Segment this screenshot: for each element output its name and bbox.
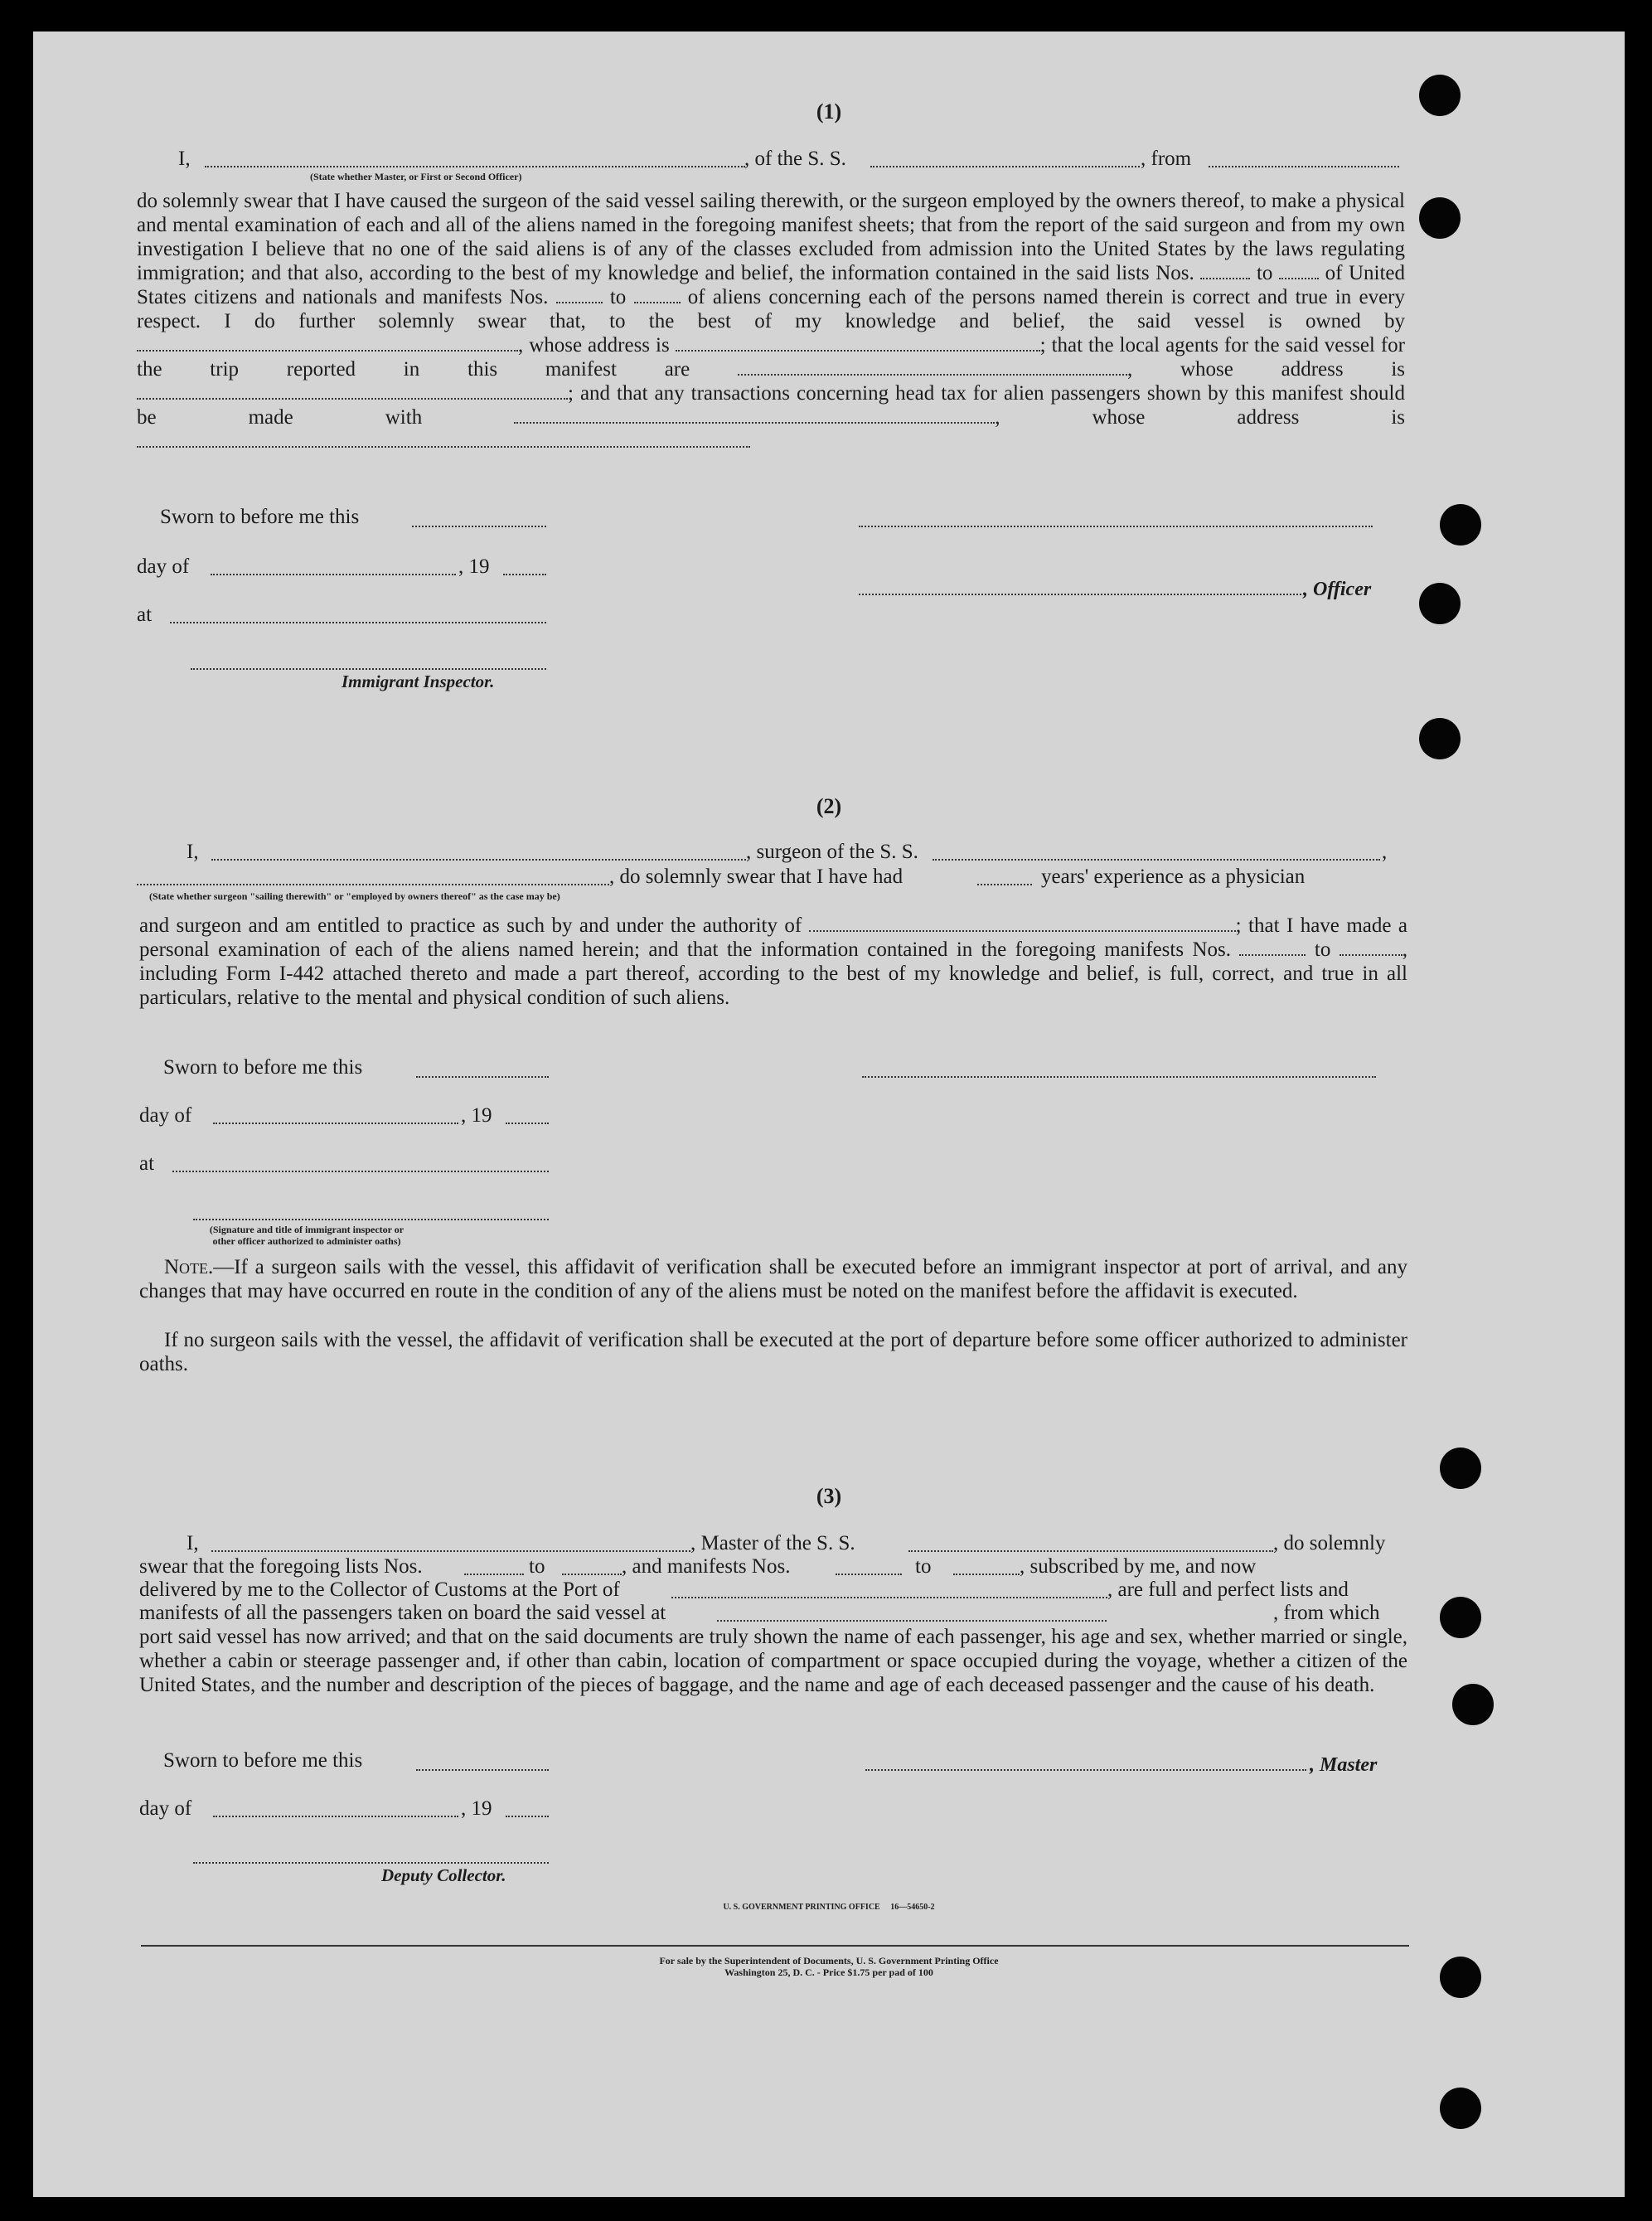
s3-port-field[interactable] — [671, 1595, 1107, 1598]
s3-master-sign-field[interactable] — [865, 1768, 1306, 1771]
form-page — [33, 32, 1625, 2197]
s1-at-field[interactable] — [170, 620, 546, 623]
s3-sworn-label: Sworn to before me this — [163, 1749, 363, 1772]
s2-note2-paragraph: If no surgeon sails with the vessel, the affidavit of verification shall be executed at the port of departure before some officer authorized to administer oaths. — [139, 1329, 1407, 1375]
s2-surgeon-caption: (State whether surgeon "sailing therewith" or "employed by owners thereof" as the case may be) — [149, 890, 560, 902]
s2-surgeon-of-label: , surgeon of the S. S. — [746, 841, 918, 863]
s2-years-label: years' experience as a physician — [1041, 866, 1306, 888]
s2-years-field[interactable] — [977, 882, 1032, 885]
s1-officer-sign-field[interactable] — [859, 592, 1301, 595]
s3-lists-from-field[interactable] — [464, 1572, 524, 1575]
s3-year-field[interactable] — [506, 1814, 549, 1817]
section-2-number: (2) — [816, 794, 842, 818]
s3-vessel-field[interactable] — [908, 1549, 1273, 1552]
s3-manifests-from-field[interactable] — [836, 1572, 902, 1575]
s1-manifests-to-field[interactable] — [634, 287, 681, 303]
binder-hole-icon — [1440, 2088, 1481, 2129]
s3-month-field[interactable] — [213, 1814, 458, 1817]
s2-sailing-field[interactable] — [137, 882, 609, 885]
s2-vessel-field[interactable] — [933, 857, 1380, 861]
s1-body-paragraph: do solemnly swear that I have caused the surgeon of the said vessel sailing therewith, or the surgeon employed by the owners thereof, to make a physical and mental examination of each and all of the aliens named in the foregoing manifest sheets; that from the report of the said surgeon and from my own investigation I believe that no one of the said aliens is of any of the classes excluded from admission into the United States by the laws regulating immigration; and that also, according to the best of my knowledge and belief, the information contained in the said lists Nos. to of United States citizens and nationals and manifests Nos. to of aliens concerning each of the persons named therein is correct and true in every respect. I do further solemnly swear that, to the best of my knowledge and belief, the said vessel is owned by , whose address is ; that the local agents for the said vessel for the trip reported in this manifest are , whose address is ; and that any transactions concerning head tax for alien passengers shown by this manifest should be made with , whose address is — [137, 189, 1405, 453]
gpo-imprint: U. S. GOVERNMENT PRINTING OFFICE 16—54650-2 — [723, 1903, 935, 1912]
sale-notice-line2: Washington 25, D. C. - Price $1.75 per pad of 100 — [724, 1966, 933, 1978]
s2-day-of-label: day of — [139, 1104, 192, 1127]
s2-authority-field[interactable] — [809, 915, 1236, 932]
s1-signature-field[interactable] — [859, 524, 1373, 527]
s1-officer-label: , Officer — [1303, 579, 1372, 600]
s2-manifests-to-field[interactable] — [1340, 939, 1403, 956]
s2-sworn-label: Sworn to before me this — [163, 1056, 363, 1079]
s3-full-perfect-label: , are full and perfect lists and — [1107, 1578, 1349, 1601]
s3-deputy-sign-field[interactable] — [193, 1860, 549, 1864]
s1-vessel-field[interactable] — [870, 164, 1140, 167]
s3-boarded-at-field[interactable] — [717, 1618, 1107, 1622]
s2-comma: , — [1382, 841, 1388, 863]
s1-head-tax-field[interactable] — [514, 407, 995, 424]
binder-hole-icon — [1440, 1448, 1481, 1489]
s2-signature-field[interactable] — [862, 1074, 1376, 1078]
s1-from-field[interactable] — [1209, 164, 1399, 167]
s2-i-label: I, — [187, 841, 199, 863]
s1-owner-field[interactable] — [137, 335, 518, 352]
s1-agents-field[interactable] — [738, 359, 1127, 376]
s1-at-label: at — [137, 604, 153, 626]
s1-lists-from-field[interactable] — [1200, 263, 1250, 279]
binder-hole-icon — [1440, 1597, 1481, 1638]
s1-sworn-date-field[interactable] — [412, 524, 546, 527]
s2-note-paragraph: Note.—If a surgeon sails with the vessel, this affidavit of verification shall be executed before an immigrant inspector at port of arrival, and any changes that may have occurred en route in the condition of any of the aliens must be noted on the manifest before the affidavit is executed. — [139, 1256, 1407, 1302]
s2-at-label: at — [139, 1152, 155, 1175]
binder-hole-icon — [1419, 718, 1461, 759]
s1-i-label: I, — [178, 148, 191, 170]
s1-lists-to-field[interactable] — [1279, 263, 1319, 279]
s3-i-label: I, — [187, 1532, 199, 1554]
s1-month-field[interactable] — [211, 572, 456, 575]
s3-master-label: , Master — [1310, 1754, 1378, 1776]
s3-collector-label: delivered by me to the Collector of Customs at the Port of — [139, 1578, 620, 1601]
s2-surgeon-name-field[interactable] — [211, 857, 746, 861]
s2-body-paragraph: and surgeon and am entitled to practice as such by and under the authority of ; that I have made a personal examination of each of the aliens named herein; and that the information contained in the foregoing manifests Nos. to , including Form I-442 attached thereto and made a part thereof, according to the best of my knowledge and belief, is full, correct, and true in all particulars, relative to the mental and physical condition of such aliens. — [139, 914, 1408, 1009]
s1-officer-name-field[interactable] — [205, 164, 745, 167]
s2-note-label: Note. — [164, 1256, 214, 1278]
s3-sworn-date-field[interactable] — [416, 1768, 549, 1771]
s2-signature-caption: (Signature and title of immigrant inspector or other officer authorized to administer oaths) — [209, 1224, 405, 1247]
s2-inspector-sign-field[interactable] — [193, 1217, 549, 1220]
s3-manifests-to-field[interactable] — [953, 1572, 1020, 1575]
s2-swear-label: , do solemnly swear that I have had — [609, 866, 904, 888]
binder-hole-icon — [1440, 504, 1481, 546]
s3-master-name-field[interactable] — [211, 1549, 690, 1552]
s1-owner-address-field[interactable] — [676, 335, 1040, 352]
s2-year-field[interactable] — [506, 1121, 549, 1124]
s1-officer-caption: (State whether Master, or First or Second Officer) — [310, 171, 522, 182]
s3-lists-to-field[interactable] — [562, 1572, 622, 1575]
s3-master-of-label: , Master of the S. S. — [690, 1532, 855, 1554]
footer-rule — [141, 1945, 1409, 1947]
s1-year-label: , 19 — [458, 555, 490, 578]
s1-from-label: , from — [1141, 148, 1192, 170]
s3-to1-label: to — [529, 1555, 545, 1578]
section-3-number: (3) — [816, 1484, 842, 1508]
s1-of-ss-label: , of the S. S. — [744, 148, 846, 170]
s3-manifests-label: , and manifests Nos. — [622, 1555, 791, 1578]
s1-day-of-label: day of — [137, 555, 190, 578]
sale-notice-line1: For sale by the Superintendent of Documents, U. S. Government Printing Office — [659, 1955, 999, 1966]
s3-body-paragraph: port said vessel has now arrived; and that on the said documents are truly shown the name of each passenger, his age and sex, whether married or single, whether a cabin or steerage passenger and, if other than cabin, location of compartment or space occupied during the voyage, whether a citizen of the United States, and the number and description of the pieces of baggage, and the name and age of each deceased passenger and the cause of his death. — [139, 1626, 1407, 1696]
s1-inspector-label: Immigrant Inspector. — [342, 672, 495, 691]
s1-sworn-label: Sworn to before me this — [160, 506, 360, 528]
binder-hole-icon — [1419, 197, 1461, 239]
s3-to2-label: to — [915, 1555, 932, 1578]
s3-do-solemnly-label: , do solemnly — [1273, 1532, 1386, 1554]
s2-manifests-from-field[interactable] — [1239, 939, 1306, 956]
s3-day-of-label: day of — [139, 1797, 192, 1820]
s3-lists-label: swear that the foregoing lists Nos. — [139, 1555, 423, 1578]
s2-year-label: , 19 — [461, 1104, 492, 1127]
s1-inspector-sign-field[interactable] — [191, 667, 546, 670]
section-1-number: (1) — [816, 99, 842, 124]
s1-manifests-from-field[interactable] — [556, 287, 603, 303]
s1-agents-address-field[interactable] — [137, 383, 568, 400]
s3-taken-label: manifests of all the passengers taken on board the said vessel at — [139, 1602, 666, 1624]
s1-year-field[interactable] — [503, 572, 546, 575]
s3-subscribed-label: , subscribed by me, and now — [1020, 1555, 1257, 1578]
binder-hole-icon — [1452, 1684, 1494, 1725]
s3-year-label: , 19 — [461, 1797, 492, 1820]
s3-from-which-label: , from which — [1273, 1602, 1380, 1624]
s1-head-tax-address-field[interactable] — [137, 431, 750, 448]
binder-hole-icon — [1419, 583, 1461, 624]
s2-month-field[interactable] — [213, 1121, 458, 1124]
s2-sworn-date-field[interactable] — [416, 1074, 549, 1078]
s3-deputy-label: Deputy Collector. — [381, 1865, 506, 1885]
s2-at-field[interactable] — [172, 1169, 549, 1172]
